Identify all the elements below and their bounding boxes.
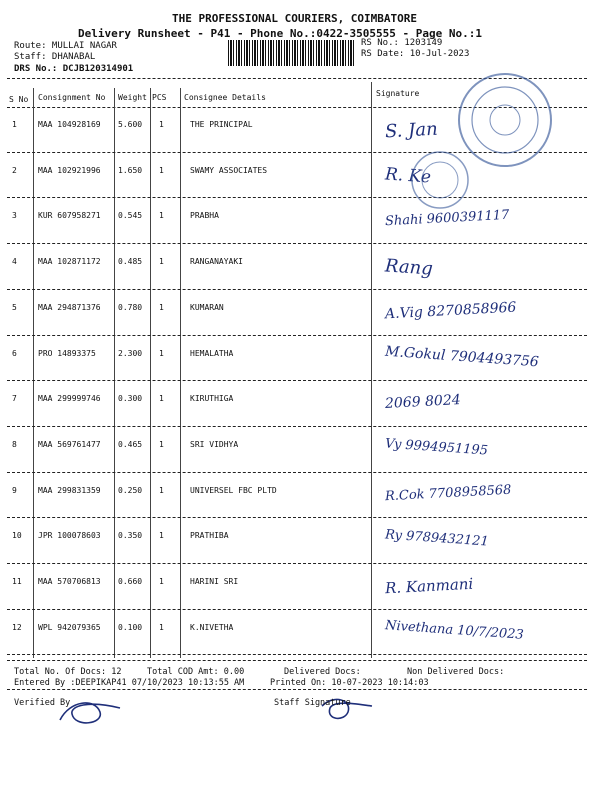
row-sno: 9 bbox=[12, 485, 17, 495]
col-header-pcs: PCS bbox=[152, 93, 167, 102]
row-signature-handwriting: M.Gokul 7904493756 bbox=[384, 343, 540, 370]
row-signature-handwriting: R.Cok 7708958568 bbox=[384, 482, 512, 504]
row-consignment-no: MAA 299831359 bbox=[38, 485, 101, 495]
row-pcs: 1 bbox=[159, 622, 164, 632]
row-consignment-no: MAA 104928169 bbox=[38, 120, 101, 129]
row-sno: 12 bbox=[12, 622, 22, 632]
row-consignee: KUMARAN bbox=[190, 302, 224, 312]
row-consignment-no: MAA 299999746 bbox=[38, 394, 101, 404]
row-consignment-no: MAA 294871376 bbox=[38, 302, 101, 312]
non-delivered-docs: Non Delivered Docs: bbox=[407, 667, 505, 677]
row-consignment-no: MAA 102871172 bbox=[38, 257, 101, 267]
row-sno: 4 bbox=[12, 257, 17, 267]
row-consignment-no: MAA 570706813 bbox=[38, 577, 101, 586]
circular-company-stamp bbox=[459, 74, 551, 166]
delivered-docs: Delivered Docs: bbox=[284, 667, 361, 677]
row-weight: 0.100 bbox=[118, 622, 143, 632]
row-consignment-no: MAA 102921996 bbox=[38, 165, 101, 175]
row-weight: 0.780 bbox=[118, 302, 143, 312]
entered-by: Entered By :DEEPIKAP41 07/10/2023 10:13:55 AM bbox=[14, 678, 245, 688]
col-header-weight: Weight bbox=[118, 93, 147, 102]
row-consignee: K.NIVETHA bbox=[190, 622, 234, 632]
row-consignee: PRABHA bbox=[190, 211, 219, 221]
staff-label: Staff: DHANABAL bbox=[14, 52, 96, 62]
row-weight: 0.545 bbox=[118, 211, 143, 221]
row-weight: 0.660 bbox=[118, 577, 143, 586]
row-signature-handwriting: Shahi 9600391117 bbox=[384, 208, 510, 230]
company-title: THE PROFESSIONAL COURIERS, COIMBATORE bbox=[172, 12, 418, 25]
row-consignee: UNIVERSEL FBC PLTD bbox=[190, 485, 277, 495]
row-signature-handwriting: Vy 9994951195 bbox=[384, 436, 489, 459]
route-label: Route: MULLAI NAGAR bbox=[14, 41, 117, 51]
row-weight: 1.650 bbox=[118, 165, 143, 175]
row-consignee: HEMALATHA bbox=[190, 348, 234, 358]
row-sno: 3 bbox=[12, 211, 17, 221]
round-seal bbox=[412, 152, 468, 208]
col-header-consignee: Consignee Details bbox=[184, 93, 266, 102]
row-signature-handwriting: S. Jan bbox=[384, 118, 439, 143]
row-weight: 0.465 bbox=[118, 439, 143, 449]
col-header-sno: S No bbox=[9, 95, 29, 104]
row-weight: 2.300 bbox=[118, 348, 143, 358]
footer-rule-top bbox=[7, 660, 587, 661]
row-pcs: 1 bbox=[159, 211, 164, 221]
row-sno: 1 bbox=[12, 120, 17, 129]
row-consignment-no: PRO 14893375 bbox=[38, 348, 96, 358]
row-consignee: KIRUTHIGA bbox=[190, 394, 234, 404]
row-pcs: 1 bbox=[159, 165, 164, 175]
row-pcs: 1 bbox=[159, 577, 164, 586]
row-signature-handwriting: R. Kanmani bbox=[384, 574, 474, 598]
row-weight: 0.300 bbox=[118, 394, 143, 404]
row-consignee: SRI VIDHYA bbox=[190, 439, 239, 449]
row-signature-handwriting: Nivethana 10/7/2023 bbox=[384, 617, 525, 643]
row-sno: 6 bbox=[12, 348, 17, 358]
col-header-signature: Signature bbox=[376, 89, 420, 98]
row-consignee: HARINI SRI bbox=[190, 577, 239, 586]
row-sno: 7 bbox=[12, 394, 17, 404]
drs-number: DRS No.: DCJB120314901 bbox=[14, 64, 134, 74]
row-sno: 11 bbox=[12, 577, 22, 586]
row-pcs: 1 bbox=[159, 120, 164, 129]
row-consignee: PRATHIBA bbox=[190, 531, 229, 541]
col-header-consignment: Consignment No bbox=[38, 93, 106, 102]
row-consignment-no: JPR 100078603 bbox=[38, 531, 101, 541]
row-consignment-no: MAA 569761477 bbox=[38, 439, 101, 449]
row-sno: 5 bbox=[12, 302, 17, 312]
row-weight: 0.485 bbox=[118, 257, 143, 267]
footer-rule-bottom bbox=[7, 689, 587, 690]
row-signature-handwriting: Rang bbox=[384, 255, 434, 280]
row-pcs: 1 bbox=[159, 257, 164, 267]
row-weight: 0.350 bbox=[118, 531, 143, 541]
row-signature-handwriting: A.Vig 8270858966 bbox=[384, 299, 517, 323]
row-weight: 0.250 bbox=[118, 485, 143, 495]
runsheet-subtitle: Delivery Runsheet - P41 - Phone No.:0422-3505555 - Page No.:1 bbox=[78, 27, 482, 40]
row-pcs: 1 bbox=[159, 394, 164, 404]
row-weight: 5.600 bbox=[118, 120, 143, 129]
total-docs: Total No. Of Docs: 12 bbox=[14, 667, 122, 677]
row-pcs: 1 bbox=[159, 439, 164, 449]
row-signature-handwriting: Ry 9789432121 bbox=[384, 527, 490, 550]
row-consignee: RANGANAYAKI bbox=[190, 257, 243, 267]
rs-date: RS Date: 10-Jul-2023 bbox=[361, 49, 470, 59]
row-pcs: 1 bbox=[159, 348, 164, 358]
row-sno: 8 bbox=[12, 439, 17, 449]
staff-signature-label: Staff Signature bbox=[274, 698, 351, 708]
printed-on: Printed On: 10-07-2023 10:14:03 bbox=[270, 678, 429, 688]
rs-number: RS No.: 1203149 bbox=[361, 38, 443, 48]
row-pcs: 1 bbox=[159, 531, 164, 541]
verified-by-label: Verified By bbox=[14, 698, 71, 708]
row-consignee: THE PRINCIPAL bbox=[190, 120, 253, 129]
row-sno: 2 bbox=[12, 165, 17, 175]
row-signature-handwriting: 2069 8024 bbox=[384, 392, 462, 413]
row-consignment-no: KUR 607958271 bbox=[38, 211, 101, 221]
row-sno: 10 bbox=[12, 531, 22, 541]
row-consignment-no: WPL 942079365 bbox=[38, 622, 101, 632]
row-pcs: 1 bbox=[159, 302, 164, 312]
row-signature-handwriting: R. Ke bbox=[384, 164, 432, 188]
row-consignee: SWAMY ASSOCIATES bbox=[190, 165, 268, 175]
total-cod-amount: Total COD Amt: 0.00 bbox=[147, 667, 245, 677]
row-pcs: 1 bbox=[159, 485, 164, 495]
